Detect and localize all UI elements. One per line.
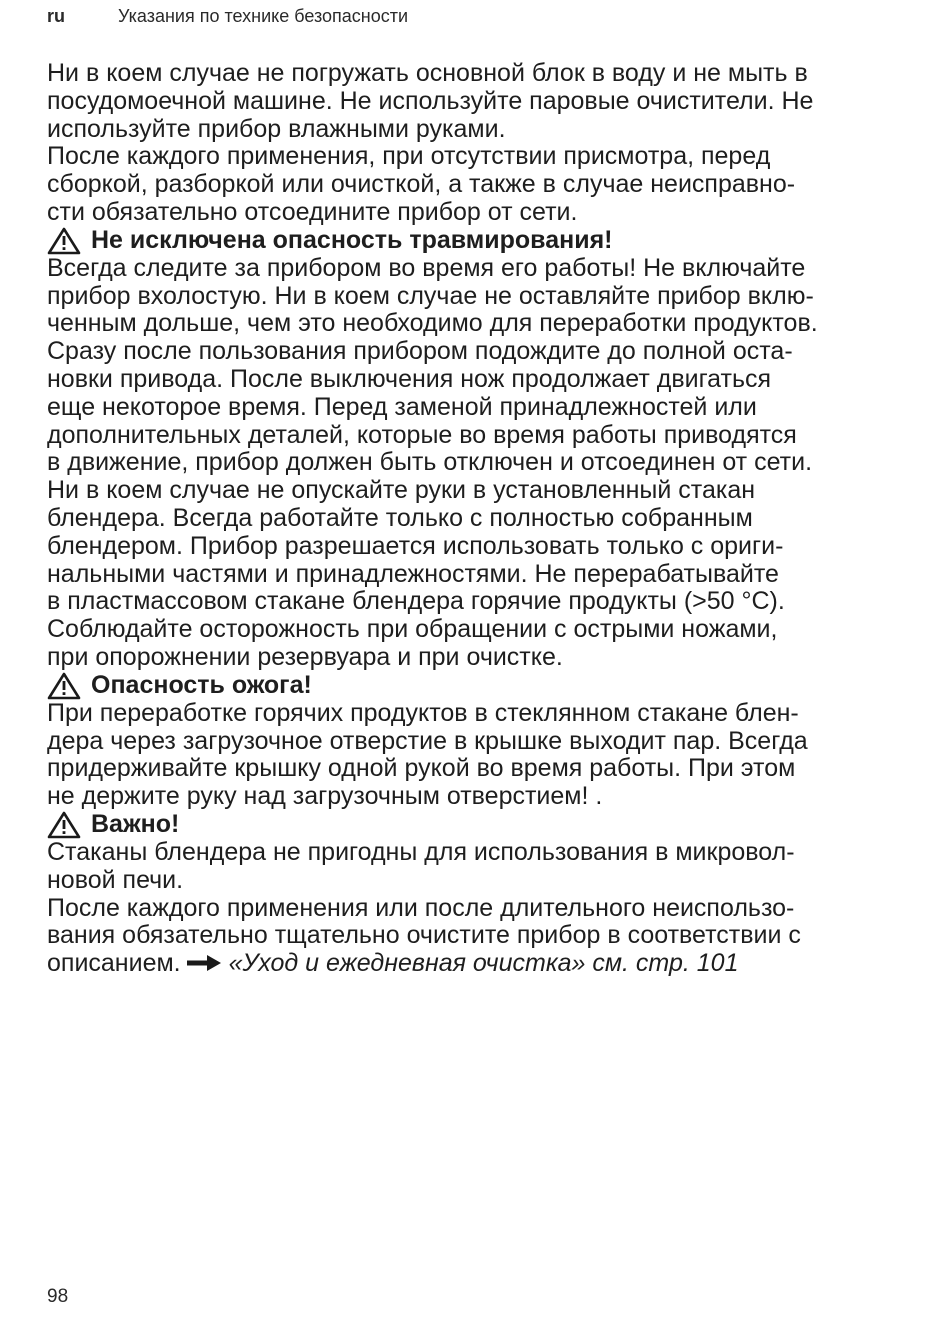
text-line: посудомоечной машине. Не используйте паровые очистители. Не xyxy=(47,86,814,115)
page-number: 98 xyxy=(47,1286,69,1307)
text-line: нальными частями и принадлежностями. Не перерабатывайте xyxy=(47,559,779,588)
text-line: Ни в коем случае не погружать основной блок в воду и не мыть в xyxy=(47,59,808,87)
text-line: при опорожнении резервуара и при очистке. xyxy=(47,642,563,671)
text-line: сти обязательно отсоедините прибор от сети. xyxy=(47,197,578,226)
section-injury-risk xyxy=(47,227,907,672)
header-title: Указания по технике безопасности xyxy=(118,6,409,26)
text-line: Ни в коем случае не опускайте руки в установленный стакан xyxy=(47,476,756,505)
cross-reference-link[interactable]: «Уход и ежедневная очистка» см. стр. 101 xyxy=(228,949,739,978)
text-line: новки привода. После выключения нож продолжает двигаться xyxy=(47,364,772,393)
text-line: После каждого применения, при отсутствии присмотра, перед xyxy=(47,142,771,171)
text-line: в движение, прибор должен быть отключен и отсоединен от сети. xyxy=(47,448,813,477)
text-line: сборкой, разборкой или очисткой, а также в случае неисправно- xyxy=(47,170,796,199)
document-body xyxy=(47,60,907,978)
intro-paragraph xyxy=(47,60,907,227)
heading-text: Не исключена опасность травмирования! xyxy=(91,225,613,254)
text-line: Соблюдайте осторожность при обращении с острыми ножами, xyxy=(47,615,778,644)
text-line: дера через загрузочное отверстие в крышке выходит пар. Всегда xyxy=(47,726,808,755)
section-burn-risk xyxy=(47,672,907,811)
arrow-right-icon xyxy=(187,952,223,972)
text-line: прибор вхолостую. Ни в коем случае не оставляйте прибор вклю- xyxy=(47,281,814,310)
warning-triangle-icon xyxy=(47,227,81,255)
text-line: придерживайте крышку одной рукой во время работы. При этом xyxy=(47,754,796,783)
text-line: ченным дольше, чем это необходимо для переработки продуктов. xyxy=(47,309,818,338)
section-heading xyxy=(47,672,907,700)
text-fragment: описанием. xyxy=(47,949,181,978)
text-line: Сразу после пользования прибором подождите до полной оста- xyxy=(47,337,793,366)
text-line: не держите руку над загрузочным отверстием! . xyxy=(47,782,603,811)
section-heading xyxy=(47,811,907,839)
heading-text: Важно! xyxy=(91,810,180,839)
warning-triangle-icon xyxy=(47,811,81,839)
text-line: Всегда следите за прибором во время его работы! Не включайте xyxy=(47,253,806,282)
language-code: ru xyxy=(47,6,65,26)
text-line: дополнительных деталей, которые во время работы приводятся xyxy=(47,420,797,449)
warning-triangle-icon xyxy=(47,672,81,700)
text-line: вания обязательно тщательно очистите прибор в соответствии с xyxy=(47,921,801,950)
text-line-with-reference xyxy=(47,950,907,978)
heading-text: Опасность ожога! xyxy=(91,670,312,699)
text-line: блендером. Прибор разрешается использовать только с ориги- xyxy=(47,531,784,560)
text-line: используйте прибор влажными руками. xyxy=(47,114,506,143)
section-important xyxy=(47,811,907,978)
text-line: еще некоторое время. Перед заменой принадлежностей или xyxy=(47,392,757,421)
text-line: При переработке горячих продуктов в стеклянном стакане блен- xyxy=(47,698,799,727)
text-line: После каждого применения или после длительного неиспользо- xyxy=(47,893,795,922)
text-line: блендера. Всегда работайте только с полностью собранным xyxy=(47,503,753,532)
text-line: Стаканы блендера не пригодны для использования в микровол- xyxy=(47,837,795,866)
text-line: новой печи. xyxy=(47,865,184,894)
section-heading xyxy=(47,227,907,255)
text-line: в пластмассовом стакане блендера горячие продукты (>50 °C). xyxy=(47,587,785,616)
page-header xyxy=(47,4,408,28)
